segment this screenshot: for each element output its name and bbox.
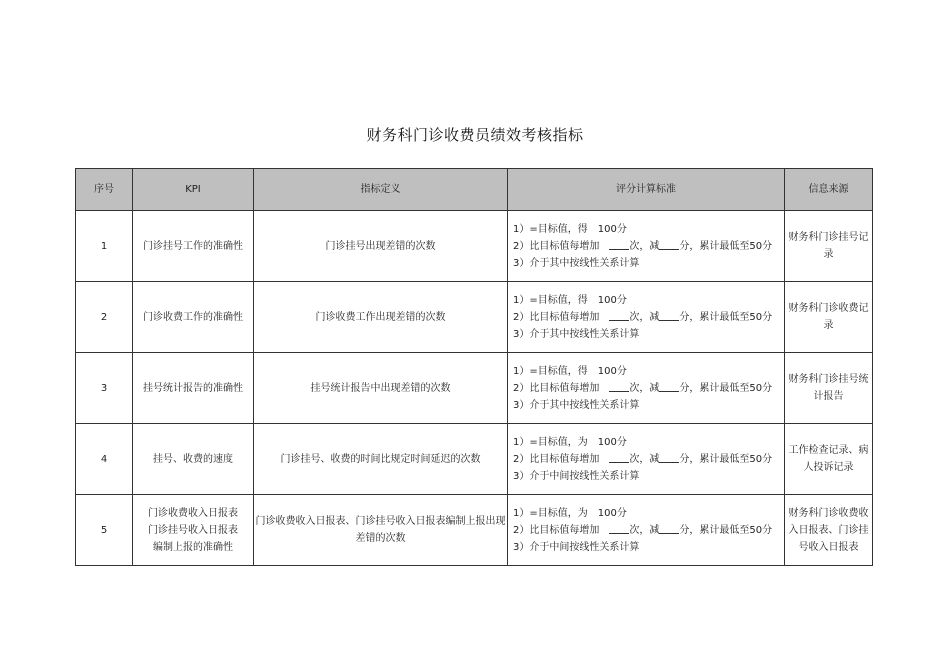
table-row	[76, 282, 873, 353]
table-row	[76, 353, 873, 424]
kpi-definition: 门诊收费工作出现差错的次数	[254, 282, 508, 353]
table-header-row	[76, 169, 873, 211]
kpi-name: 门诊收费工作的准确性	[133, 282, 254, 353]
kpi-definition: 门诊挂号出现差错的次数	[254, 211, 508, 282]
criteria-line-3: 3）介于其中按线性关系计算	[513, 257, 640, 269]
criteria-line-2: 2）比目标值每增加 次，减 分，累计最低至50分	[513, 451, 780, 468]
header-kpi: KPI	[133, 169, 254, 211]
criteria-line-3: 3）介于其中按线性关系计算	[513, 399, 640, 411]
criteria-line-2: 2）比目标值每增加 次，减 分，累计最低至50分	[513, 522, 780, 539]
info-source: 财务科门诊收费收入日报表、门诊挂号收入日报表	[785, 495, 873, 566]
kpi-definition: 门诊挂号、收费的时间比规定时间延迟的次数	[254, 424, 508, 495]
criteria-line-2: 2）比目标值每增加 次，减 分，累计最低至50分	[513, 238, 780, 255]
kpi-name-line: 编制上报的准确性	[153, 541, 233, 553]
table-row	[76, 495, 873, 566]
table-row	[76, 424, 873, 495]
document-title: 财务科门诊收费员绩效考核指标	[366, 126, 584, 144]
kpi-name	[133, 495, 254, 566]
criteria-line-2: 2）比目标值每增加 次，减 分，累计最低至50分	[513, 380, 780, 397]
kpi-name: 门诊挂号工作的准确性	[133, 211, 254, 282]
header-source: 信息来源	[785, 169, 873, 211]
criteria-line-1: 1）=目标值，得 100分	[513, 365, 627, 377]
blank-field	[659, 238, 679, 250]
header-criteria: 评分计算标准	[508, 169, 785, 211]
blank-field	[609, 522, 629, 534]
kpi-name-line: 门诊挂号收入日报表	[148, 524, 238, 536]
header-no: 序号	[76, 169, 133, 211]
kpi-definition: 门诊收费收入日报表、门诊挂号收入日报表编制上报出现差错的次数	[254, 495, 508, 566]
scoring-criteria	[508, 211, 785, 282]
kpi-name-line: 门诊收费收入日报表	[148, 507, 238, 519]
kpi-table	[75, 168, 873, 566]
kpi-name: 挂号统计报告的准确性	[133, 353, 254, 424]
scoring-criteria	[508, 282, 785, 353]
row-number: 2	[76, 282, 133, 353]
criteria-line-1: 1）=目标值，得 100分	[513, 294, 627, 306]
scoring-criteria	[508, 353, 785, 424]
criteria-line-2: 2）比目标值每增加 次，减 分，累计最低至50分	[513, 309, 780, 326]
table-row	[76, 211, 873, 282]
criteria-line-1: 1）=目标值，得 100分	[513, 223, 627, 235]
criteria-line-3: 3）介于中间按线性关系计算	[513, 470, 640, 482]
header-definition: 指标定义	[254, 169, 508, 211]
blank-field	[609, 451, 629, 463]
info-source: 工作检查记录、病人投诉记录	[785, 424, 873, 495]
info-source: 财务科门诊收费记录	[785, 282, 873, 353]
blank-field	[659, 309, 679, 321]
kpi-definition: 挂号统计报告中出现差错的次数	[254, 353, 508, 424]
criteria-line-1: 1）=目标值，为 100分	[513, 436, 627, 448]
scoring-criteria	[508, 495, 785, 566]
row-number: 5	[76, 495, 133, 566]
scoring-criteria	[508, 424, 785, 495]
info-source: 财务科门诊挂号统计报告	[785, 353, 873, 424]
criteria-line-3: 3）介于中间按线性关系计算	[513, 541, 640, 553]
row-number: 3	[76, 353, 133, 424]
criteria-line-1: 1）=目标值，为 100分	[513, 507, 627, 519]
blank-field	[609, 380, 629, 392]
blank-field	[609, 309, 629, 321]
blank-field	[659, 451, 679, 463]
blank-field	[609, 238, 629, 250]
blank-field	[659, 380, 679, 392]
row-number: 1	[76, 211, 133, 282]
kpi-name: 挂号、收费的速度	[133, 424, 254, 495]
blank-field	[659, 522, 679, 534]
row-number: 4	[76, 424, 133, 495]
criteria-line-3: 3）介于其中按线性关系计算	[513, 328, 640, 340]
info-source: 财务科门诊挂号记录	[785, 211, 873, 282]
